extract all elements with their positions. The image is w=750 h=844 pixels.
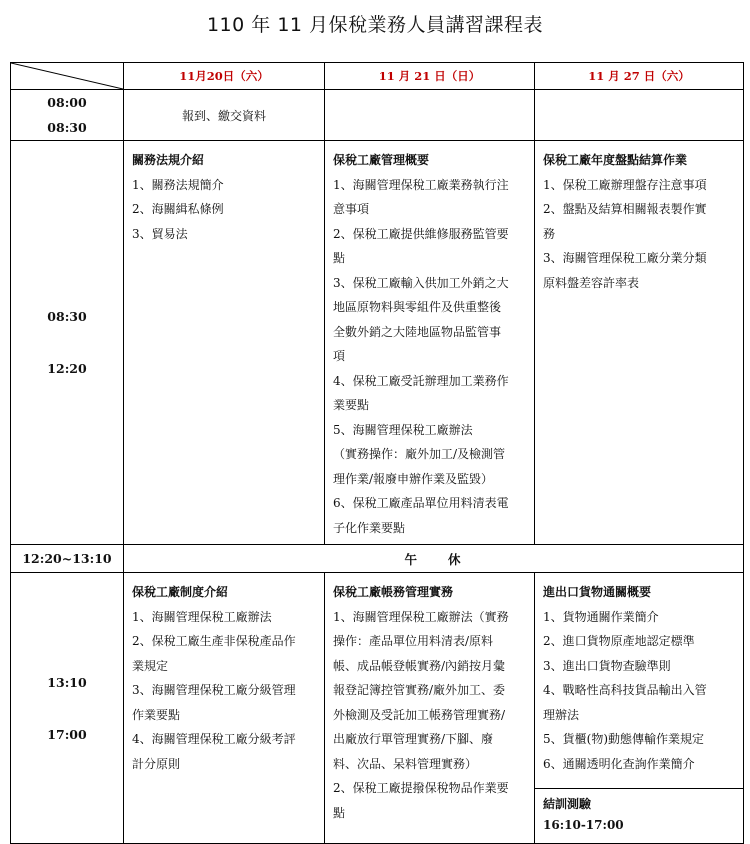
course-line: 理作業/報廢申辦作業及監毀） [333, 471, 494, 486]
course-line: 料、次品、呆料管理實務） [333, 756, 478, 771]
header-row [11, 63, 744, 90]
lunch-label: 午 休 [124, 545, 744, 573]
exam-label: 結訓測驗 [543, 797, 592, 811]
date-header-day3: 11 月 27 日（六） [535, 63, 744, 90]
time-end: 08:30 [47, 120, 87, 135]
course-heading: 保稅工廠年度盤點結算作業 [543, 153, 688, 167]
afternoon-day2 [325, 573, 535, 844]
course-line: 項 [333, 349, 346, 363]
morning-day1 [124, 141, 325, 545]
lunch-time: 12:20~13:10 [11, 545, 124, 573]
course-line: 出廠放行單管理實務/下腳、廢 [333, 732, 494, 746]
course-line: 2、盤點及結算相關報表製作實 [543, 202, 707, 216]
course-line: 地區原物料與零組件及供重整後 [333, 300, 502, 314]
time-end: 12:20 [47, 361, 87, 376]
course-line: 計分原則 [132, 756, 181, 771]
time-end: 17:00 [47, 726, 87, 742]
afternoon-time [11, 573, 124, 844]
course-line: 3、海關管理保稅工廠分業分類 [543, 251, 707, 265]
checkin-day2-empty [325, 90, 535, 141]
course-line: 3、海關管理保稅工廠分級管理 [132, 683, 296, 697]
course-line: 2、保稅工廠生產非保稅產品作 [132, 634, 296, 648]
course-line: 1、海關管理保稅工廠業務執行注 [333, 177, 509, 192]
course-line: 3、保稅工廠輸入供加工外銷之大 [333, 275, 509, 290]
course-line: 原料盤差容許率表 [543, 275, 640, 290]
course-line: 1、關務法規簡介 [132, 177, 224, 192]
course-line: 業要點 [333, 398, 370, 412]
course-line: 3、貿易法 [132, 226, 188, 241]
course-line: 點 [333, 251, 346, 265]
corner-cell [11, 63, 124, 90]
course-line: 6、通關透明化查詢作業簡介 [543, 756, 695, 771]
lunch-row [11, 545, 744, 573]
course-line: 子化作業要點 [333, 520, 406, 535]
course-line: 全數外銷之大陸地區物品監管事 [333, 324, 502, 339]
course-line: 2、海關緝私條例 [132, 202, 224, 216]
time-start: 08:00 [47, 95, 87, 110]
morning-day2 [325, 141, 535, 545]
course-heading: 保稅工廠制度介紹 [132, 585, 229, 599]
course-line: 1、貨物通關作業簡介 [543, 609, 659, 624]
checkin-day3-empty [535, 90, 744, 141]
course-line: 2、保稅工廠提撥保稅物品作業要 [333, 781, 509, 795]
course-line: 1、海關管理保稅工廠辦法（實務 [333, 609, 509, 624]
course-line: 4、戰略性高科技貨品輸出入管 [543, 683, 707, 697]
course-heading: 保稅工廠帳務管理實務 [333, 585, 454, 599]
morning-time [11, 141, 124, 545]
checkin-day1: 報到、繳交資料 [124, 90, 325, 141]
diagonal-line [11, 63, 123, 89]
course-line: 外檢測及受託加工帳務管理實務/ [333, 707, 506, 722]
exam-time: 16:10-17:00 [543, 818, 624, 832]
afternoon-row [11, 573, 744, 789]
course-heading: 關務法規介紹 [132, 153, 205, 167]
course-line: 2、保稅工廠提供維修服務監管要 [333, 226, 509, 241]
page-title: 110 年 11 月保稅業務人員講習課程表 [206, 14, 544, 36]
course-line: 4、保稅工廠受託辦理加工業務作 [333, 373, 509, 388]
morning-row [11, 141, 744, 545]
course-line: 務 [543, 226, 556, 241]
schedule-table [10, 62, 744, 844]
exam-cell [535, 789, 744, 844]
course-line: 5、海關管理保稅工廠辦法 [333, 422, 473, 437]
course-line: 理辦法 [543, 707, 580, 722]
course-line: 業規定 [132, 658, 169, 673]
course-line: 操作：產品單位用料清表/原料 [333, 634, 494, 648]
course-line: 3、進出口貨物查驗準則 [543, 658, 671, 673]
afternoon-day1 [124, 573, 325, 844]
course-heading: 保稅工廠管理概要 [333, 153, 430, 167]
date-header-day1: 11月20日（六） [124, 63, 325, 90]
morning-day3 [535, 141, 744, 545]
course-line: 1、保稅工廠辦理盤存注意事項 [543, 177, 707, 192]
course-line: 帳、成品帳登帳實務/內銷按月彙 [333, 658, 506, 673]
course-line: 報登記簿控管實務/廠外加工、委 [333, 683, 506, 697]
course-line: 5、貨櫃(物)動態傳輸作業規定 [543, 732, 704, 746]
afternoon-day3 [535, 573, 744, 789]
course-heading: 進出口貨物通關概要 [543, 585, 652, 599]
course-line: 6、保稅工廠產品單位用料清表電 [333, 496, 509, 510]
course-line: 2、進口貨物原產地認定標準 [543, 634, 695, 648]
checkin-row [11, 90, 744, 141]
time-start: 08:30 [47, 309, 87, 324]
course-line: 點 [333, 805, 346, 820]
date-header-day2: 11 月 21 日（日） [325, 63, 535, 90]
checkin-time [11, 90, 124, 141]
course-line: 4、海關管理保稅工廠分級考評 [132, 732, 296, 746]
course-line: （實務操作：廠外加工/及檢測管 [333, 447, 506, 461]
course-line: 作業要點 [132, 707, 181, 722]
course-line: 意事項 [333, 202, 370, 216]
course-line: 1、海關管理保稅工廠辦法 [132, 609, 272, 624]
time-start: 13:10 [47, 674, 87, 690]
